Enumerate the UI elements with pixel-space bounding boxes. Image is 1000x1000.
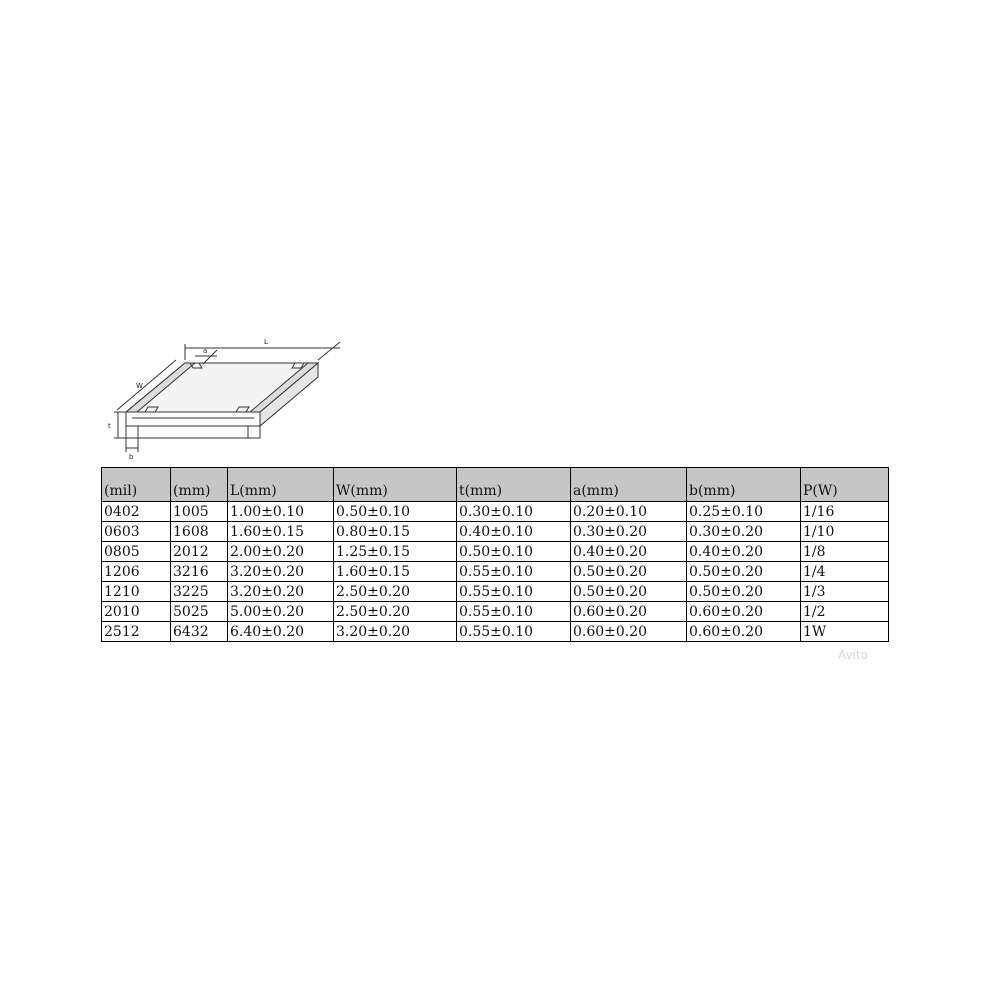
cell-b: 0.40±0.20 [687,542,801,562]
table-row [102,522,889,542]
table-row [102,602,889,622]
cell-width: 0.50±0.10 [334,502,457,522]
table-header-row [102,468,889,502]
cell-width: 0.80±0.15 [334,522,457,542]
table-row [102,542,889,562]
cell-a: 0.60±0.20 [571,602,687,622]
dim-W-label: W [136,382,143,390]
cell-power: 1/16 [801,502,889,522]
cell-width: 1.60±0.15 [334,562,457,582]
cell-mm: 3216 [171,562,228,582]
dim-t-label: t [108,422,111,430]
dim-L-label: L [264,338,268,346]
cell-thickness: 0.50±0.10 [457,542,571,562]
cell-width: 2.50±0.20 [334,602,457,622]
resistor-front-face [126,412,260,426]
cell-mil: 0805 [102,542,171,562]
cell-a: 0.50±0.20 [571,562,687,582]
cell-power: 1/3 [801,582,889,602]
chip-resistor-size-table [101,467,889,642]
cell-b: 0.25±0.10 [687,502,801,522]
table-row [102,582,889,602]
dim-L-ext-right [318,342,340,360]
cell-b: 0.50±0.20 [687,582,801,602]
cell-a: 0.60±0.20 [571,622,687,642]
cell-length: 2.00±0.20 [228,542,334,562]
cell-thickness: 0.30±0.10 [457,502,571,522]
cell-length: 1.00±0.10 [228,502,334,522]
table-row [102,502,889,522]
cell-thickness: 0.55±0.10 [457,582,571,602]
cell-b: 0.30±0.20 [687,522,801,542]
cell-power: 1W [801,622,889,642]
dim-a-label: a [203,347,208,355]
cell-power: 1/10 [801,522,889,542]
cell-length: 5.00±0.20 [228,602,334,622]
front-bottom-terminal-right [248,426,260,438]
header-b: b(mm) [687,468,801,502]
cell-thickness: 0.40±0.10 [457,522,571,542]
cell-power: 1/2 [801,602,889,622]
cell-thickness: 0.55±0.10 [457,622,571,642]
chip-resistor-diagram [100,330,360,465]
cell-width: 3.20±0.20 [334,622,457,642]
cell-mm: 1608 [171,522,228,542]
header-mil: (mil) [102,468,171,502]
cell-a: 0.30±0.20 [571,522,687,542]
cell-b: 0.60±0.20 [687,622,801,642]
cell-mm: 2012 [171,542,228,562]
cell-length: 1.60±0.15 [228,522,334,542]
header-thickness: t(mm) [457,468,571,502]
cell-length: 6.40±0.20 [228,622,334,642]
avito-watermark: Avito [838,648,868,662]
cell-mil: 0402 [102,502,171,522]
cell-a: 0.50±0.20 [571,582,687,602]
cell-mil: 1206 [102,562,171,582]
header-length: L(mm) [228,468,334,502]
front-bottom-terminal-left [126,426,138,438]
cell-width: 1.25±0.15 [334,542,457,562]
cell-mm: 1005 [171,502,228,522]
header-mm: (mm) [171,468,228,502]
cell-mil: 0603 [102,522,171,542]
cell-thickness: 0.55±0.10 [457,602,571,622]
dim-b-label: b [129,453,134,461]
cell-power: 1/4 [801,562,889,582]
cell-b: 0.50±0.20 [687,562,801,582]
cell-thickness: 0.55±0.10 [457,562,571,582]
table-row [102,562,889,582]
header-a: a(mm) [571,468,687,502]
cell-a: 0.40±0.20 [571,542,687,562]
cell-mm: 6432 [171,622,228,642]
cell-mil: 1210 [102,582,171,602]
cell-power: 1/8 [801,542,889,562]
cell-a: 0.20±0.10 [571,502,687,522]
header-power: P(W) [801,468,889,502]
cell-width: 2.50±0.20 [334,582,457,602]
cell-length: 3.20±0.20 [228,582,334,602]
cell-length: 3.20±0.20 [228,562,334,582]
cell-mil: 2010 [102,602,171,622]
cell-b: 0.60±0.20 [687,602,801,622]
cell-mil: 2512 [102,622,171,642]
cell-mm: 3225 [171,582,228,602]
cell-mm: 5025 [171,602,228,622]
header-width: W(mm) [334,468,457,502]
table-row [102,622,889,642]
